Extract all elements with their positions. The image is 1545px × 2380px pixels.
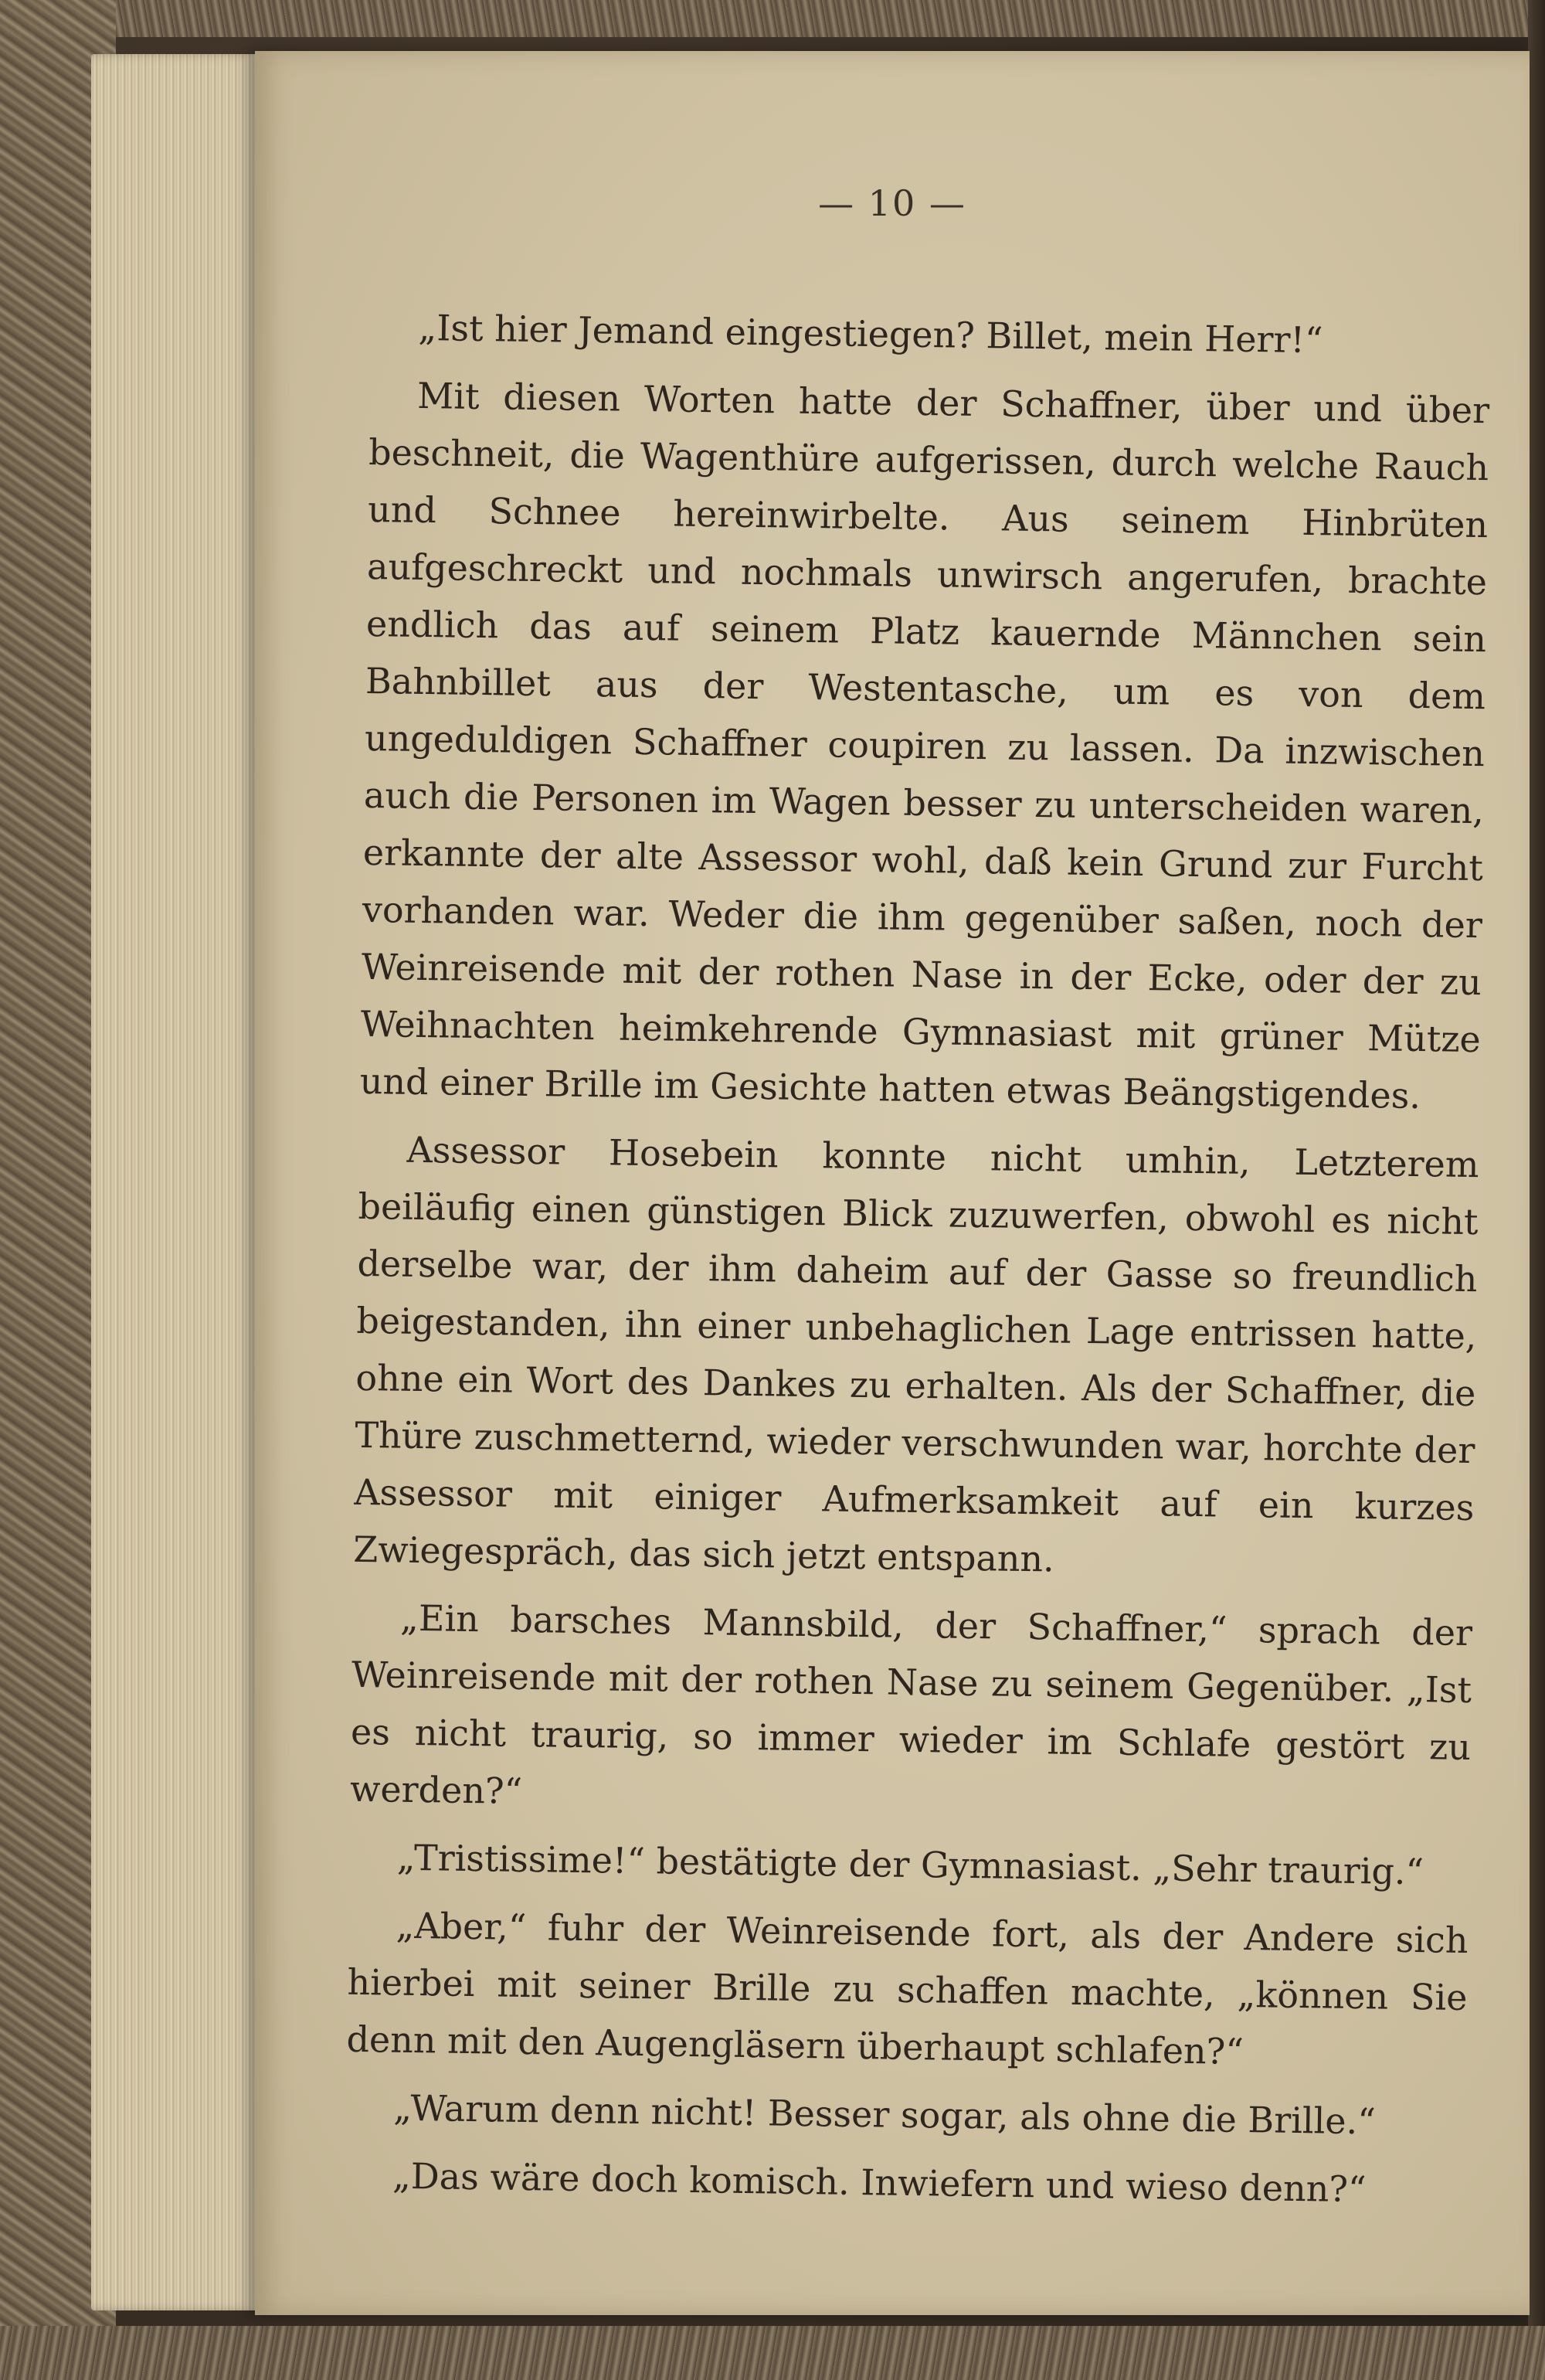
paragraph: Assessor Hosebein konnte nicht umhin, Letzterem beiläufig einen günstigen Blick zuzuwerfen, obwohl es nicht derselbe war, der ihm daheim auf der Gasse so freundlich beigestanden, ihn einer unbehaglichen Lage entrissen hatte, ohne ein Wort des Dankes zu erhalten. Als der Schaffner, die Thüre zuschmetternd, wieder verschwunden war, horchte der Assessor mit einiger Aufmerksamkeit auf ein kurzes Zwiegespräch, das sich jetzt entspann. — [353, 1128, 1479, 1580]
paragraph: „Ist hier Jemand eingestiegen? Billet, mein Herr!“ — [418, 306, 1323, 362]
paragraph: „Ein barsches Mannsbild, der Schaffner,“ sprach der Weinreisende mit der rothen Nase zu seinem Gegenüber. „Ist es nicht traurig, so immer wieder im Schlafe gestört zu werden?“ — [349, 1596, 1473, 1812]
page-text — [344, 298, 1490, 2230]
page-stack-edges — [91, 54, 269, 2310]
page-number: — 10 — — [818, 182, 966, 224]
book-cover-right-edge — [1528, 0, 1545, 2380]
book-cover-top-edge — [0, 0, 1545, 37]
paragraph: „Tristissime!“ bestätigte der Gymnasiast. „Sehr traurig.“ — [396, 1836, 1424, 1893]
paragraph: Mit diesen Worten hatte der Schaffner, über und über beschneit, die Wagenthüre aufgerissen, durch welche Rauch und Schnee hereinwirbelte. Aus seinem Hinbrüten aufgeschreckt und nochmals unwirsch angerufen, brachte endlich das auf seinem Platz kauernde Männchen sein Bahnbillet aus der Westentasche, um es von dem ungeduldigen Schaffner coupiren zu lassen. Da inzwischen auch die Personen im Wagen besser zu unterscheiden waren, erkannte der alte Assessor wohl, daß kein Grund zur Furcht vorhanden war. Weder die ihm gegenüber saßen, noch der Weinreisende mit der rothen Nase in der Ecke, oder der zu Weihnachten heimkehrende Gymnasiast mit grüner Mütze und einer Brille im Gesichte hatten etwas Beängstigendes. — [359, 374, 1490, 1117]
paragraph: „Das wäre doch komisch. Inwiefern und wieso denn?“ — [392, 2154, 1367, 2211]
book-cover-bottom-edge — [0, 2326, 1545, 2380]
paragraph: „Warum denn nicht! Besser sogar, als ohne die Brille.“ — [392, 2086, 1377, 2143]
paragraph: „Aber,“ fuhr der Weinreisende fort, als der Andere sich hierbei mit seiner Brille zu schaffen machte, „können Sie denn mit den Augengläsern überhaupt schlafen?“ — [346, 1904, 1469, 2072]
book-page — [255, 51, 1530, 2315]
